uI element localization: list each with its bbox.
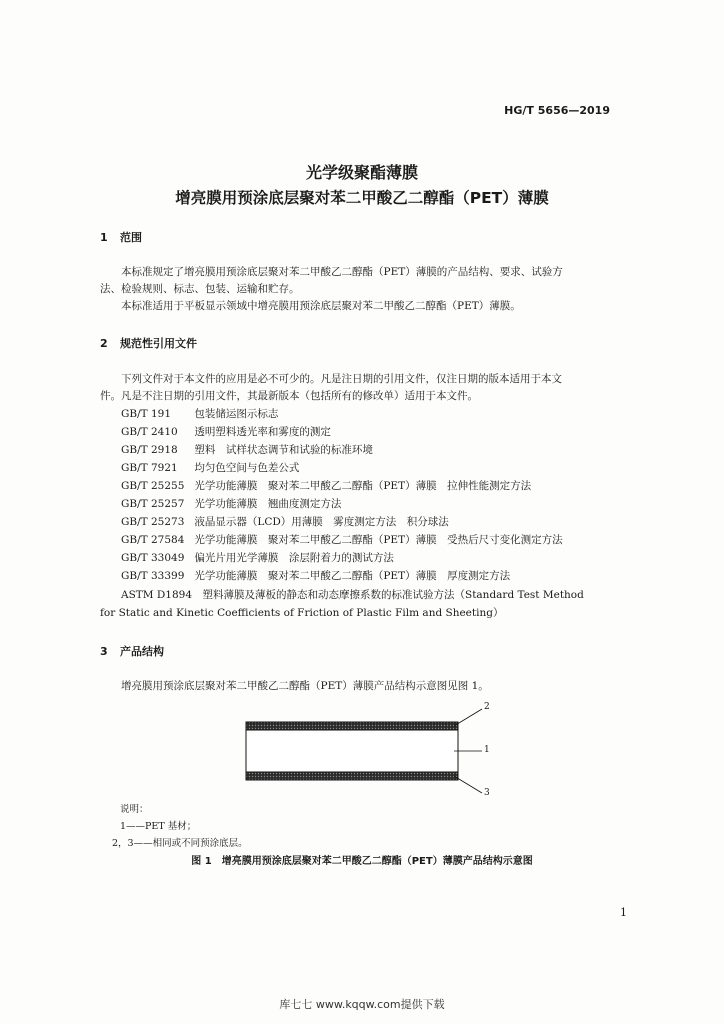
reference-code: GB/T 25273 — [121, 516, 185, 528]
reference-item — [121, 477, 531, 495]
section-1-number: 1 — [100, 231, 108, 244]
figure-label-2: 2 — [484, 702, 490, 712]
reference-code: GB/T 191 — [121, 408, 172, 420]
precoat-layer-bottom — [246, 772, 458, 780]
reference-title: 偏光片用光学薄膜 涂层附着力的测试方法 — [194, 552, 394, 564]
reference-code: GB/T 27584 — [121, 534, 185, 546]
reference-code: GB/T 25257 — [121, 498, 185, 510]
section-2-title: 规范性引用文件 — [120, 337, 197, 350]
pet-substrate-layer — [246, 730, 458, 772]
reference-title: 塑料 试样状态调节和试验的标准环境 — [194, 444, 373, 456]
reference-title: 光学功能薄膜 翘曲度测定方法 — [194, 498, 342, 510]
section-3-paragraph: 增亮膜用预涂底层聚对苯二甲酸乙二醇酯（PET）薄膜产品结构示意图见图 1。 — [121, 680, 489, 692]
page-number: 1 — [620, 906, 627, 919]
legend-item-1: 1——PET 基材； — [120, 821, 197, 832]
section-2-paragraph-line-1: 下列文件对于本文件的应用是必不可少的。凡是注日期的引用文件，仅注日期的版本适用于本文 — [121, 373, 562, 385]
standard-number: HG/T 5656—2019 — [504, 104, 610, 117]
reference-title: 液晶显示器（LCD）用薄膜 雾度测定方法 积分球法 — [194, 516, 449, 528]
title-line-1: 光学级聚酯薄膜 — [305, 163, 418, 182]
product-structure-diagram — [230, 700, 510, 800]
reference-title: 包装储运图示标志 — [194, 408, 279, 420]
figure-label-3: 3 — [484, 788, 490, 798]
legend-title: 说明： — [120, 804, 149, 815]
section-1-heading — [100, 229, 142, 245]
section-3-number: 3 — [100, 645, 108, 658]
reference-code: GB/T 2918 — [121, 444, 178, 456]
reference-title: 均匀色空间与色差公式 — [194, 462, 300, 474]
reference-item — [121, 531, 563, 549]
reference-code: GB/T 33399 — [121, 570, 185, 582]
section-2-paragraph-line-2: 件。凡是不注日期的引用文件，其最新版本（包括所有的修改单）适用于本文件。 — [100, 390, 478, 402]
section-1-paragraph-2: 本标准适用于平板显示领域中增亮膜用预涂底层聚对苯二甲酸乙二醇酯（PET）薄膜。 — [121, 300, 521, 312]
reference-item — [121, 423, 331, 441]
section-1-paragraph-1-line-1: 本标准规定了增亮膜用预涂底层聚对苯二甲酸乙二醇酯（PET）薄膜的产品结构、要求、试验方 — [121, 266, 563, 278]
astm-reference-line-2: for Static and Kinetic Coefficients of Friction of Plastic Film and Sheeting） — [100, 607, 504, 619]
reference-item — [121, 405, 278, 423]
reference-code: GB/T 25255 — [121, 480, 185, 492]
figure-caption: 图 1 增亮膜用预涂底层聚对苯二甲酸乙二醇酯（PET）薄膜产品结构示意图 — [191, 856, 533, 867]
astm-reference-line-1: ASTM D1894 塑料薄膜及薄板的静态和动态摩擦系数的标准试验方法（Standard Test Method — [121, 589, 584, 601]
section-1-title: 范围 — [120, 231, 142, 244]
reference-title: 光学功能薄膜 聚对苯二甲酸乙二醇酯（PET）薄膜 受热后尺寸变化测定方法 — [194, 534, 563, 546]
download-watermark: 库七七 www.kqqw.com提供下载 — [279, 998, 445, 1011]
reference-code: GB/T 33049 — [121, 552, 185, 564]
reference-item — [121, 441, 373, 459]
legend-item-2: 2，3——相同或不同预涂底层。 — [112, 838, 248, 849]
reference-item — [121, 513, 449, 531]
section-3-title: 产品结构 — [120, 645, 164, 658]
reference-item — [121, 495, 341, 513]
reference-item — [121, 549, 394, 567]
reference-title: 光学功能薄膜 聚对苯二甲酸乙二醇酯（PET）薄膜 拉伸性能测定方法 — [194, 480, 532, 492]
leader-line-3 — [454, 776, 482, 793]
reference-item — [121, 459, 299, 477]
leader-line-2 — [454, 709, 482, 726]
section-2-heading — [100, 335, 197, 351]
reference-code: GB/T 2410 — [121, 426, 178, 438]
section-3-heading — [100, 643, 164, 659]
section-1-paragraph-1-line-2: 法、检验规则、标志、包装、运输和贮存。 — [100, 283, 300, 295]
title-line-2: 增亮膜用预涂底层聚对苯二甲酸乙二醇酯（PET）薄膜 — [175, 189, 549, 207]
figure-label-1: 1 — [484, 745, 490, 755]
reference-title: 光学功能薄膜 聚对苯二甲酸乙二醇酯（PET）薄膜 厚度测定方法 — [194, 570, 511, 582]
precoat-layer-top — [246, 722, 458, 730]
section-2-number: 2 — [100, 337, 108, 350]
reference-item — [121, 567, 510, 585]
reference-code: GB/T 7921 — [121, 462, 178, 474]
reference-title: 透明塑料透光率和雾度的测定 — [194, 426, 331, 438]
